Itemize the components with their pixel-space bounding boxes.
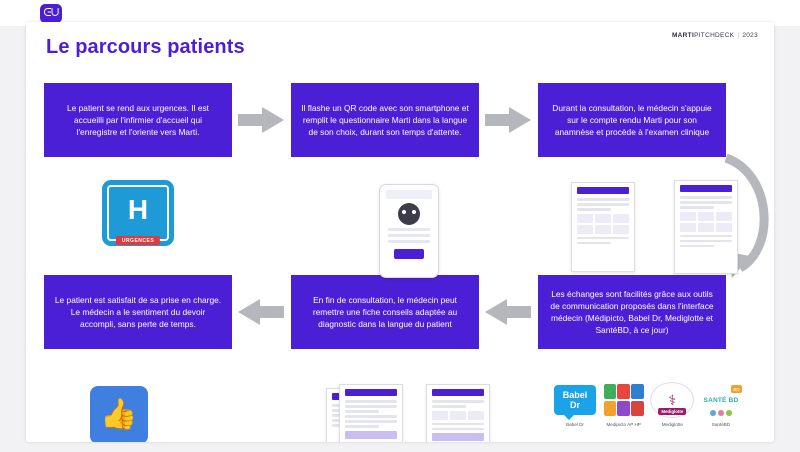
meta-year: 2023	[742, 32, 758, 39]
phone-avatar-icon	[398, 203, 420, 225]
urgences-badge: URGENCES	[116, 236, 160, 245]
babeldr-logo-line2: Dr	[569, 400, 580, 410]
document-thumbnail-4	[339, 384, 403, 442]
step-box-4-text: Les échanges sont facilités grâce aux outils de communication proposés dans l'interface médecin (Médipicto, Babel Dr, Mediglotte et SantéBD, à ce jour)	[550, 288, 714, 336]
step-box-4	[538, 275, 726, 349]
step-box-3-text: Durant la consultation, le médecin s'appuie sur le compte rendu Marti pour son anamnèse et procède à l'examen clinique	[552, 102, 712, 138]
smartphone-mockup	[379, 184, 439, 278]
mediglotte-glyph: ⚕	[668, 391, 677, 408]
step-box-2	[291, 83, 479, 157]
step-box-3	[538, 83, 726, 157]
hospital-emergency-icon	[102, 180, 174, 246]
medipicto-caption: Medipicto AP HP	[606, 422, 641, 427]
step-box-5	[291, 275, 479, 349]
slide-meta	[672, 32, 758, 39]
medipicto-logo-icon	[602, 380, 646, 420]
page-title: Le parcours patients	[46, 36, 245, 58]
step-box-2-text: Il flashe un QR code avec son smartphone et remplit le questionnaire Marti dans la langue de son choix, durant son temps d'attente.	[301, 102, 469, 138]
partner-logos	[553, 380, 743, 442]
hospital-letter: H	[127, 194, 149, 225]
step-box-1-text: Le patient se rend aux urgences. Il est accueilli par l'infirmier d'accueil qui l'enregistre et l'oriente vers Marti.	[67, 102, 209, 138]
phone-text-lines	[388, 228, 430, 243]
arrow-right-icon-1	[238, 107, 284, 133]
step-box-6-text: Le patient est satisfait de sa prise en charge. Le médecin a le sentiment du devoir accompli, sans perte de temps.	[54, 294, 222, 330]
partner-santebd	[699, 380, 743, 442]
mediglotte-wordmark: Mediglotte	[658, 408, 686, 415]
mediglotte-caption: Mediglotte	[661, 422, 683, 427]
phone-primary-button	[394, 249, 424, 259]
santebd-wordmark: SANTÉ BD	[703, 396, 739, 404]
partner-babeldr	[553, 380, 597, 442]
step-box-5-text: En fin de consultation, le médecin peut remettre une fiche conseils adaptée au diagnostic dans la langue du patient	[312, 294, 458, 330]
mediglotte-logo-icon	[650, 380, 694, 420]
step-box-6	[44, 275, 232, 349]
arrow-left-icon-2	[238, 299, 284, 325]
thumbs-up-icon: 👍	[90, 386, 148, 442]
santebd-badge: BD	[731, 385, 742, 393]
santebd-caption: SantéBD	[711, 422, 731, 427]
document-thumbnail-5	[426, 384, 490, 442]
meta-separator: |	[737, 32, 740, 39]
santebd-logo-icon	[699, 380, 743, 420]
babeldr-logo-icon	[553, 380, 597, 420]
meta-brand: MARTI	[671, 32, 695, 39]
arrow-left-icon-1	[485, 299, 531, 325]
step-box-1	[44, 83, 232, 157]
santebd-people-icon	[710, 410, 732, 416]
marti-logo-icon[interactable]: ᕮᑌ	[40, 4, 62, 23]
document-thumbnail-2	[674, 180, 738, 274]
babeldr-logo-line1: Babel	[562, 390, 588, 400]
partner-medipicto	[602, 380, 646, 442]
babeldr-caption: Babel Dr	[566, 422, 584, 427]
phone-header-bar	[386, 190, 432, 199]
document-thumbnail-1	[571, 182, 635, 272]
slide-card	[26, 22, 774, 442]
partner-mediglotte	[650, 380, 694, 442]
arrow-right-icon-2	[485, 107, 531, 133]
meta-doc: PITCHDECK	[694, 32, 735, 39]
